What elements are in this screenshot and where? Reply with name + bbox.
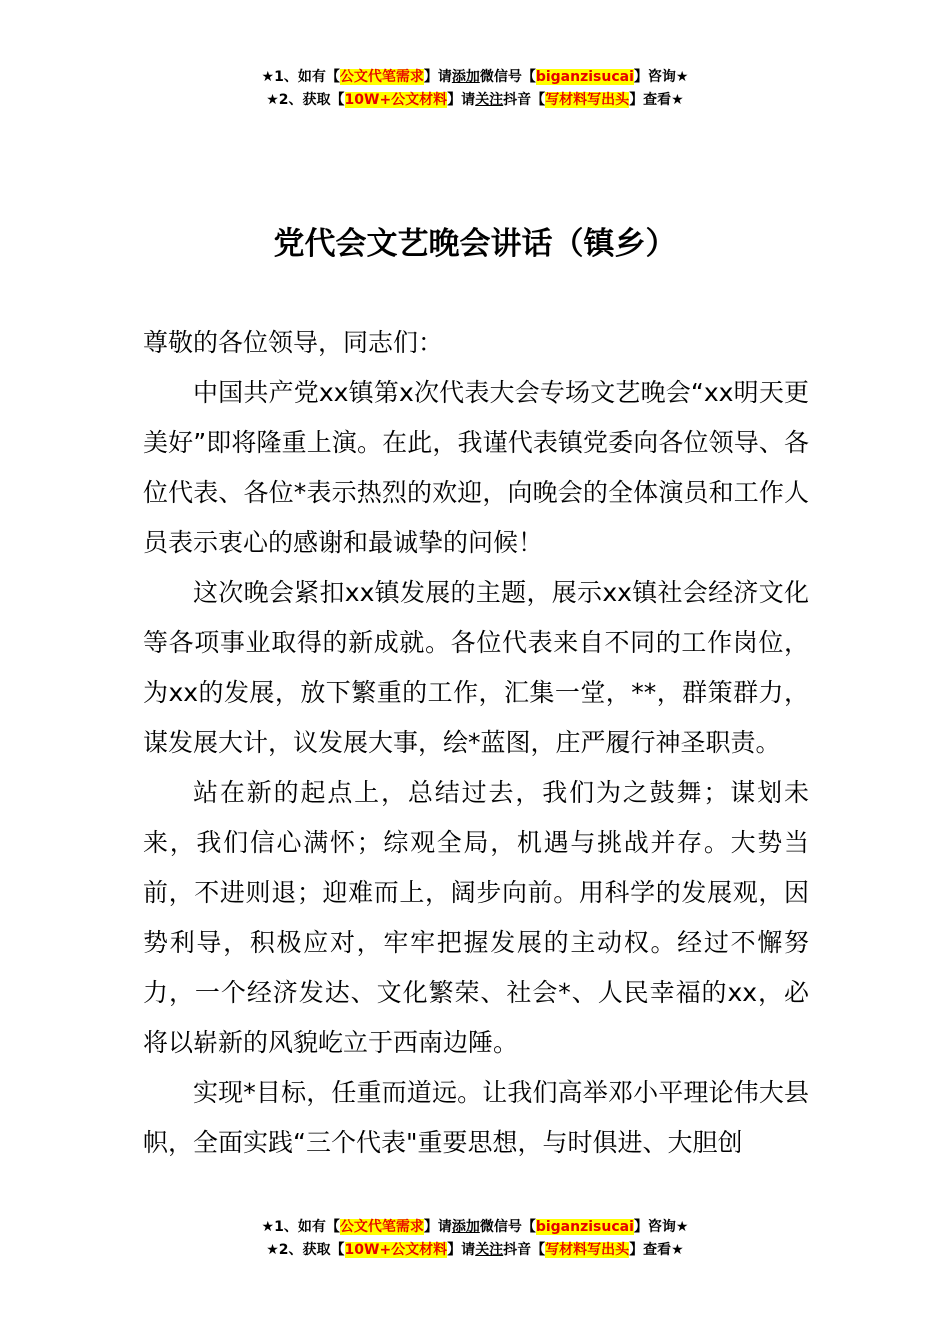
promo-line-1 bbox=[0, 1216, 950, 1239]
promo-text: 】查看★ bbox=[629, 1242, 684, 1258]
promo-underline: 关注 bbox=[475, 92, 504, 108]
promo-banner-bottom bbox=[0, 1216, 950, 1262]
promo-text: ★1、如有【 bbox=[261, 69, 340, 85]
promo-highlight: 写材料写出头 bbox=[545, 1242, 630, 1258]
promo-banner-top bbox=[0, 66, 950, 112]
promo-text: 抖音【 bbox=[503, 92, 546, 108]
promo-text: 微信号【 bbox=[479, 1219, 536, 1235]
body-paragraph: 中国共产党xx镇第x次代表大会专场文艺晚会“xx明天更美好”即将隆重上演。在此，我谨代表镇党委向各位领导、各位代表、各位*表示热烈的欢迎，向晚会的全体演员和工作人员表示衷心的感谢和最诚挚的问候！ bbox=[143, 378, 809, 557]
promo-highlight: 10W+公文材料 bbox=[344, 1242, 448, 1258]
body-paragraph: 这次晚会紧扣xx镇发展的主题，展示xx镇社会经济文化等各项事业取得的新成就。各位代表来自不同的工作岗位，为xx的发展，放下繁重的工作，汇集一堂，**，群策群力，谋发展大计，议发展大事，绘*蓝图，庄严履行神圣职责。 bbox=[143, 578, 809, 757]
promo-text: 】咨询★ bbox=[633, 1219, 689, 1235]
promo-text: 】查看★ bbox=[629, 92, 684, 108]
document-title: 党代会文艺晚会讲话（镇乡） bbox=[273, 226, 677, 262]
promo-highlight: 写材料写出头 bbox=[545, 92, 630, 108]
body-paragraph: 实现*目标，任重而道远。让我们高举邓小平理论伟大县帜，全面实践“三个代表"重要思想，与时俱进、大胆创 bbox=[143, 1078, 809, 1157]
promo-text: 抖音【 bbox=[503, 1242, 546, 1258]
promo-underline: 添加 bbox=[451, 69, 480, 85]
promo-highlight: biganzisucai bbox=[535, 69, 634, 85]
promo-text: 】请 bbox=[423, 1219, 452, 1235]
promo-highlight: 公文代笔需求 bbox=[339, 69, 424, 85]
promo-highlight: 10W+公文材料 bbox=[344, 92, 448, 108]
promo-line-2 bbox=[0, 1239, 950, 1262]
promo-text: 微信号【 bbox=[479, 69, 536, 85]
promo-text: 】咨询★ bbox=[633, 69, 689, 85]
promo-text: 】请 bbox=[447, 92, 476, 108]
promo-underline: 添加 bbox=[451, 1219, 480, 1235]
promo-text: ★2、获取【 bbox=[266, 92, 345, 108]
promo-highlight: biganzisucai bbox=[535, 1219, 634, 1235]
promo-text: 】请 bbox=[423, 69, 452, 85]
promo-text: 】请 bbox=[447, 1242, 476, 1258]
promo-highlight: 公文代笔需求 bbox=[339, 1219, 424, 1235]
promo-underline: 关注 bbox=[475, 1242, 504, 1258]
body-paragraph: 站在新的起点上，总结过去，我们为之鼓舞；谋划未来，我们信心满怀；综观全局，机遇与挑战并存。大势当前，不进则退；迎难而上，阔步向前。用科学的发展观，因势利导，积极应对，牢牢把握发展的主动权。经过不懈努力，一个经济发达、文化繁荣、社会*、人民幸福的xx，必将以崭新的风貌屹立于西南边陲。 bbox=[143, 778, 809, 1057]
promo-line-1 bbox=[0, 66, 950, 89]
promo-text: ★1、如有【 bbox=[261, 1219, 340, 1235]
promo-line-2 bbox=[0, 89, 950, 112]
salutation: 尊敬的各位领导，同志们： bbox=[143, 328, 444, 357]
promo-text: ★2、获取【 bbox=[266, 1242, 345, 1258]
document-body bbox=[143, 318, 809, 1168]
